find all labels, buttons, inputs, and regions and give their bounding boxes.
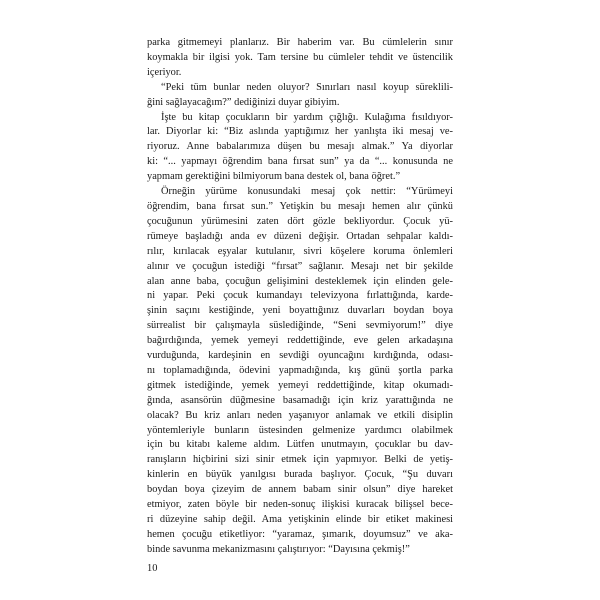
page-number: 10 (147, 563, 158, 574)
text-line: içeriyor. (147, 66, 182, 78)
text-line: parka gitmemeyi planlarız. Bir haberim var. Bu cümlelerin sınır (147, 37, 453, 48)
text-line: gitmek istediğinde, yemek yemeyi reddettiğinde, kitap okumadı- (147, 379, 453, 391)
text-line: rümeye başladığı anda ev düzeni değişir. Ortadan sehpalar kaldı- (147, 230, 453, 242)
text-line: etmiyor, zaten böyle bir neden-sonuç ilişkisi kuracak bilişsel bece- (147, 499, 453, 511)
text-line: ri düzeyine sahip değil. Ama yetişkinin elinde bir etiket makinesi (147, 514, 453, 525)
text-line: hemen çocuğu etiketliyor: “yaramaz, şımarık, doyumsuz” ve aka- (147, 528, 453, 540)
text-line: riyoruz. Anne babalarımıza düşen bu mesajı almak.” Ya diyorlar (147, 141, 453, 153)
paragraph-3 (147, 111, 453, 186)
text-line: sürrealist bir çalışmayla süslediğinde, “Seni sevmiyorum!” diye (147, 320, 453, 332)
text-line: için bu kitabı kaleme aldım. Lütfen unutmayın, çocuklar bu dav- (147, 439, 453, 451)
text-line: bağırdığında, yemek yemeyi reddettiğinde, eve gelen arkadaşına (147, 335, 453, 347)
text-line: ni yapar. Peki çocuk kumandayı televizyona fırlattığında, karde- (147, 290, 453, 302)
text-line: vurduğunda, kardeşinin en sevdiği oyuncağını kırdığında, odası- (147, 350, 453, 362)
text-line: boydan boya çizeyim de annem babam sinir olsun” diye hareket (147, 484, 453, 496)
paragraph-4 (147, 185, 453, 558)
text-line: öğrendim, bana fırsat sun.” Yetişkin bu mesajı hemen alır çünkü (147, 200, 453, 212)
text-line: olacak? Bu kriz anları neden yaşanıyor anlamak ve etkili disiplin (147, 409, 453, 421)
paragraph-1 (147, 36, 453, 81)
text-line: rılır, kırılacak eşyalar kutulanır, sivri köşelere koruma önlemleri (147, 245, 453, 257)
text-line: ki: “... yapmayı öğrendim bana fırsat sun” ya da “... konusunda ne (147, 156, 453, 168)
paragraph-2 (147, 81, 453, 111)
text-line: çocuğunun yürümesini zaten dört gözle bekliyordur. Çocuk yü- (147, 215, 453, 227)
text-line: lar. Diyorlar ki: “Biz aslında yaptığımız her yanlışta iki mesaj ve- (147, 126, 453, 138)
text-line: ranışların hiçbirini sizi sinir etmek için yapmıyor. Belki de yetiş- (147, 454, 453, 466)
text-line: ğini sağlayacağım?” dediğinizi duyar gibiyim. (147, 96, 340, 108)
text-line: binde savunma mekanizmasını çalıştırıyor: “Dayısına çekmiş!” (147, 543, 410, 555)
text-line: alınır ve çocuğun istediği “fırsat” sağlanır. Mesajı net bir şekilde (147, 260, 453, 272)
text-line: Örneğin yürüme konusundaki mesaj çok nettir: “Yürümeyi (161, 186, 453, 198)
text-line: koymakla bir ilgisi yok. Tam tersine bu cümleler tehdit ve üstencilik (147, 51, 453, 63)
text-line: yapmam gerektiğini bilmiyorum bana destek ol, bana öğret.” (147, 171, 401, 183)
text-line: ğında, asansörün düğmesine basamadığı için kriz yarattığında ne (147, 394, 453, 406)
body-text (147, 36, 453, 558)
text-line: kinlerin en büyük yanılgısı burada başlıyor. Çocuk, “Şu duvarı (147, 469, 453, 481)
text-line: “Peki tüm bunlar neden oluyor? Sınırları nasıl koyup süreklili- (161, 81, 453, 93)
text-line: nı toplamadığında, ödevini yapmadığında, kış günü şortla parka (147, 364, 453, 376)
text-line: yöntemleriyle bunların üstesinden gelmenize yardımcı olabilmek (147, 424, 453, 436)
text-line: şinin saçını kestiğinde, yeni boyattığınız duvarları boydan boya (147, 305, 453, 317)
text-line: İşte bu kitap çocukların bir yardım çığlığı. Kulağıma fısıldıyor- (161, 111, 453, 123)
text-line: alan anne baba, çocuğun gelişimini desteklemek için elinden gele- (147, 275, 453, 287)
